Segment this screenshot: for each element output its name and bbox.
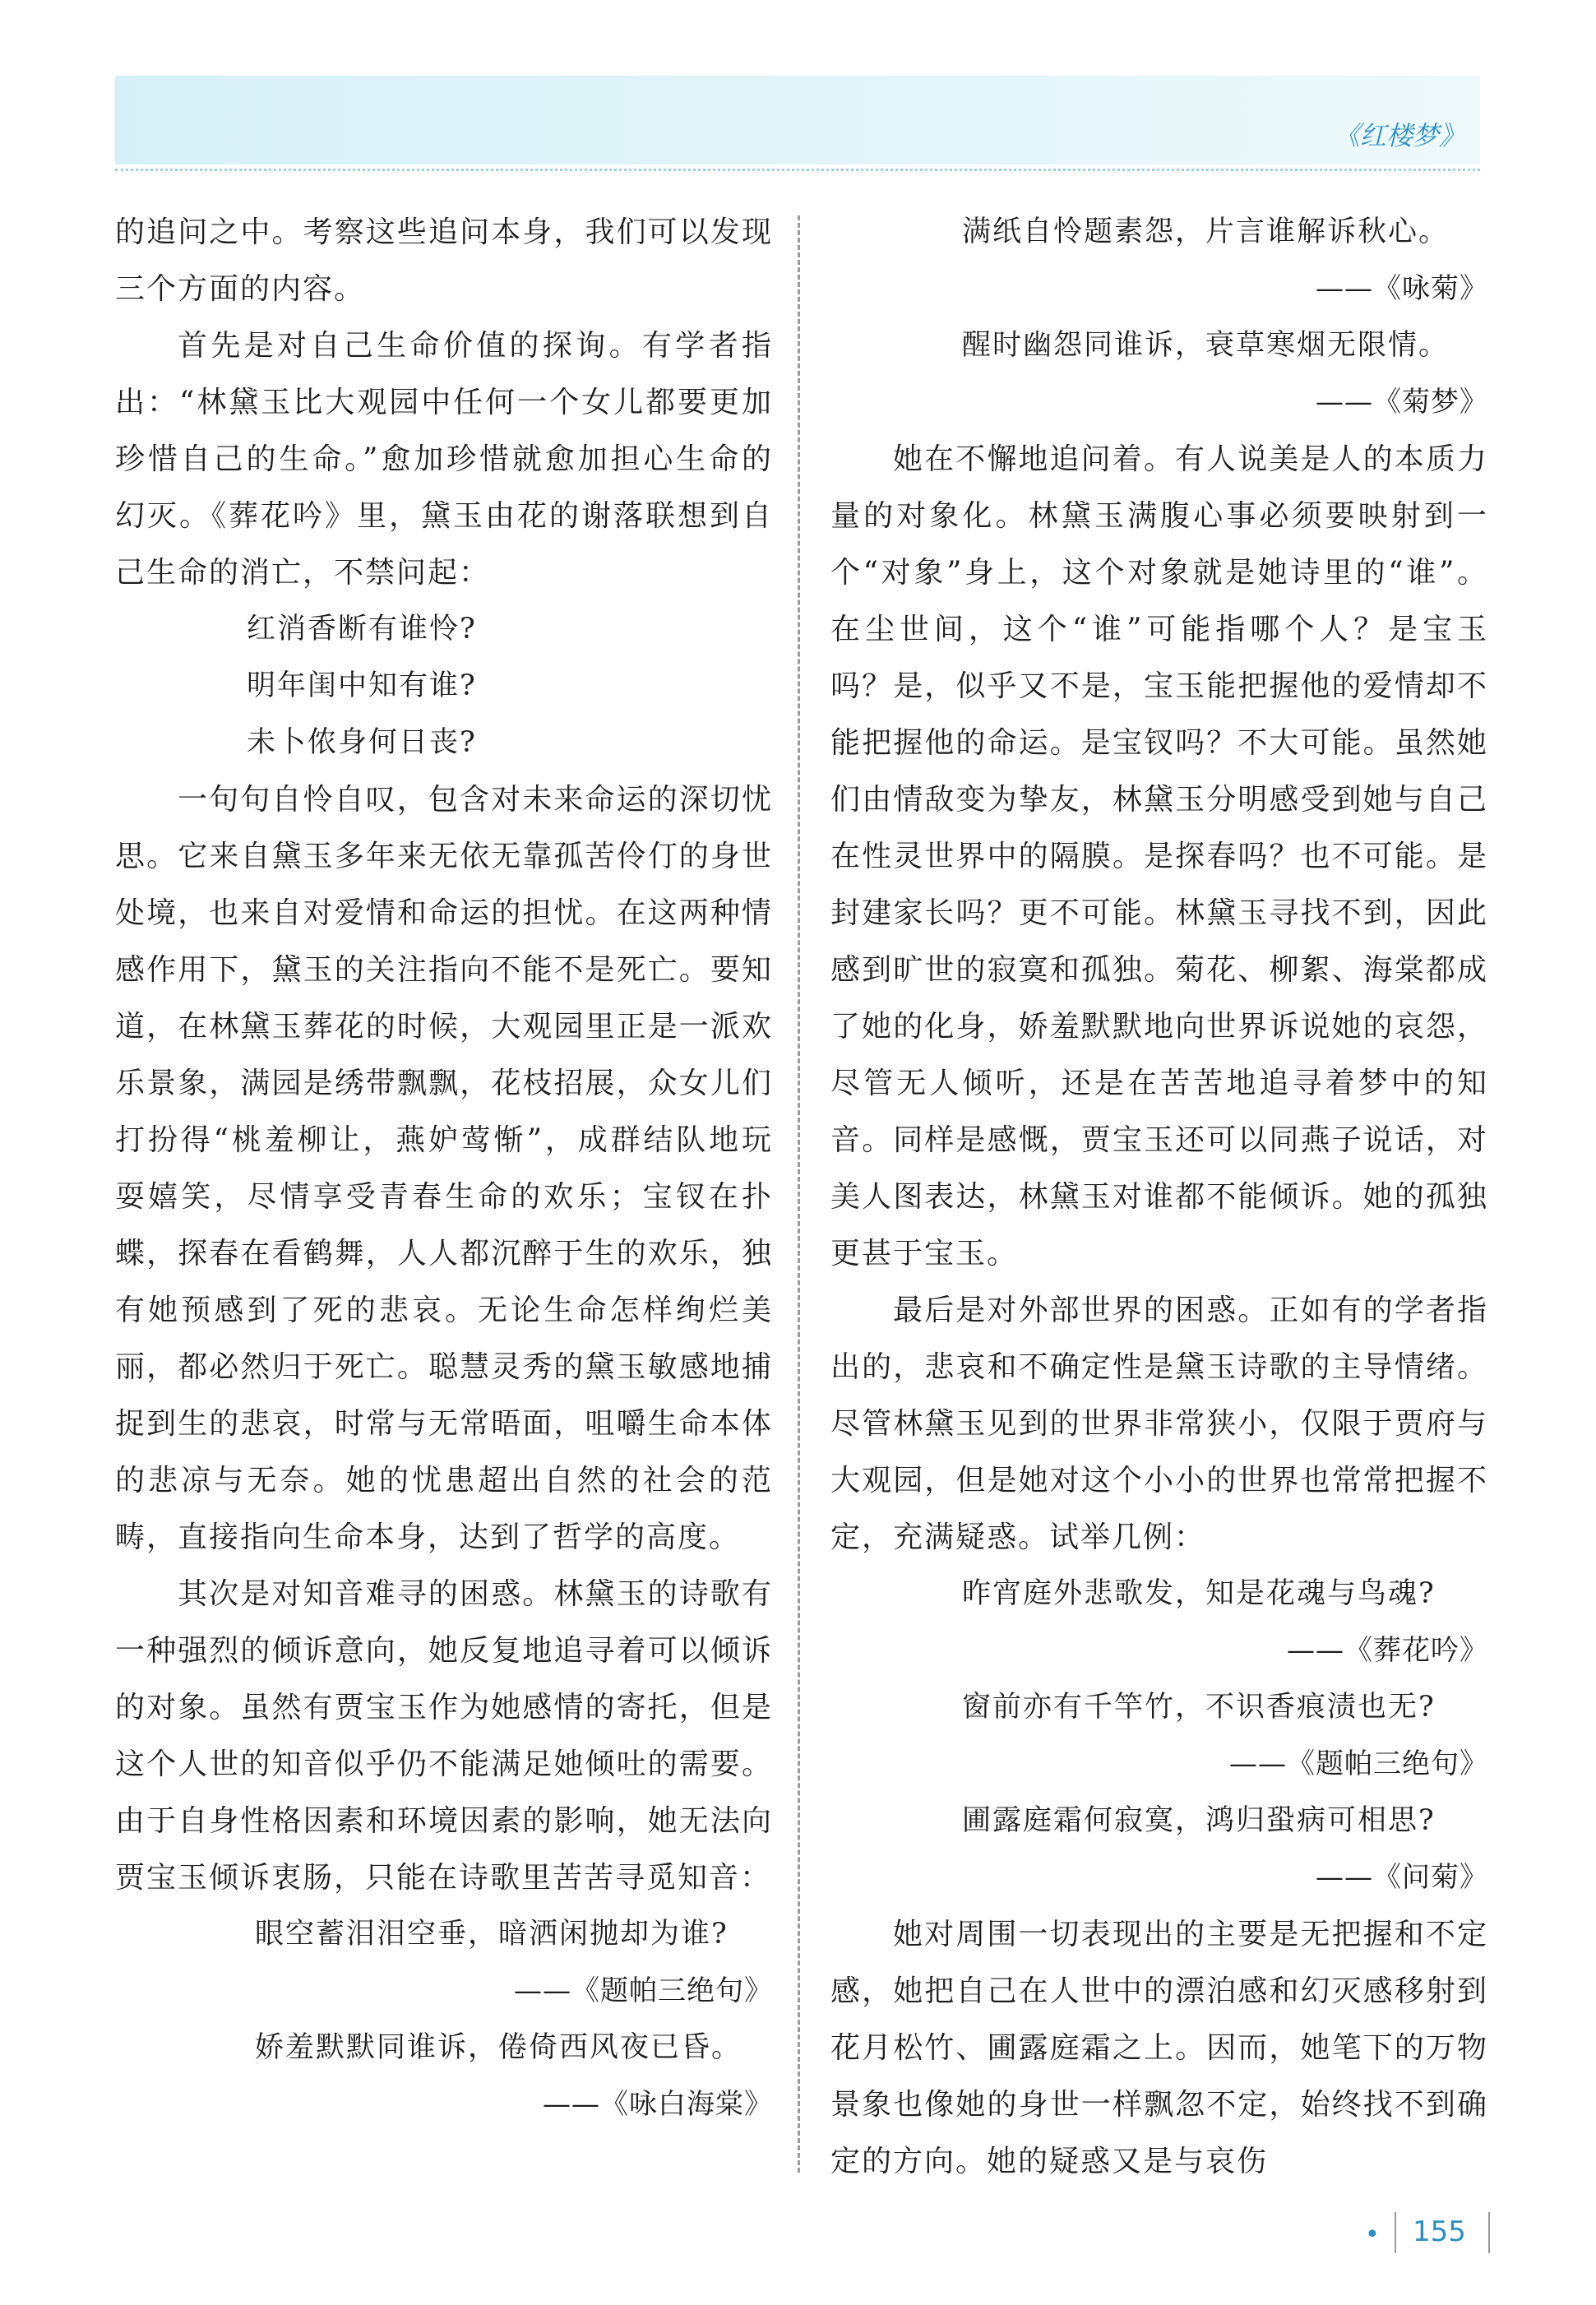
left-column xyxy=(115,204,773,2133)
poem-source: ——《问菊》 xyxy=(1316,1861,1488,1894)
footer-divider xyxy=(1488,2212,1490,2253)
poem-quote: 醒时幽怨同谁诉，衰草寒烟无限情。 xyxy=(962,329,1450,362)
footer-divider xyxy=(1395,2212,1396,2253)
poem-source: ——《题帕三绝句》 xyxy=(1229,1747,1488,1780)
page-number: 155 xyxy=(1413,2215,1466,2248)
poem-source: ——《咏白海棠》 xyxy=(543,2088,773,2121)
verse-line: 未卜侬身何日丧? xyxy=(247,726,477,759)
paragraph: 一句句自怜自叹，包含对未来命运的深切忧思。它来自黛玉多年来无依无靠孤苦伶仃的身世处境，也来自对爱情和命运的担忧。在这两种情感作用下，黛玉的关注指向不能不是死亡。要知道，在林黛玉葬花的时候，大观园里正是一派欢乐景象，满园是绣带飘飘，花枝招展，众女儿们打扮得“桃羞柳让，燕妒莺惭”，成群结队地玩耍嬉笑，尽情享受青春生命的欢乐；宝钗在扑蝶，探春在看鹤舞，人人都沉醉于生的欢乐，独有她预感到了死的悲哀。无论生命怎样绚烂美丽，都必然归于死亡。聪慧灵秀的黛玉敏感地捕捉到生的悲哀，时常与无常晤面，咀嚼生命本体的悲凉与无奈。她的忧患超出自然的社会的范畴，直接指向生命本身，达到了哲学的高度。 xyxy=(115,783,773,1554)
poem-source: ——《菊梦》 xyxy=(1316,386,1488,419)
verse-line: 红消香断有谁怜? xyxy=(247,613,477,646)
running-header-title: 《红楼梦》 xyxy=(1333,120,1465,151)
header-band xyxy=(115,76,1480,164)
paragraph: 的追问之中。考察这些追问本身，我们可以发现三个方面的内容。 xyxy=(115,215,773,306)
paragraph: 其次是对知音难寻的困惑。林黛玉的诗歌有一种强烈的倾诉意向，她反复地追寻着可以倾诉的对象。虽然有贾宝玉作为她感情的寄托，但是这个人世的知音似乎仍不能满足她倾吐的需要。由于自身性格因素和环境因素的影响，她无法向贾宝玉倾诉衷肠，只能在诗歌里苦苦寻觅知音： xyxy=(115,1577,773,1895)
paragraph: 她在不懈地追问着。有人说美是人的本质力量的对象化。林黛玉满腹心事必须要映射到一个“对象”身上，这个对象就是她诗里的“谁”。在尘世间，这个“谁”可能指哪个人？是宝玉吗？是，似乎又不是，宝玉能把握他的爱情却不能把握他的命运。是宝钗吗？不大可能。虽然她们由情敌变为挚友，林黛玉分明感受到她与自己在性灵世界中的隔膜。是探春吗？也不可能。是封建家长吗？更不可能。林黛玉寻找不到，因此感到旷世的寂寞和孤独。菊花、柳絮、海棠都成了她的化身，娇羞默默地向世界诉说她的哀怨，尽管无人倾听，还是在苦苦地追寻着梦中的知音。同样是感慨，贾宝玉还可以同燕子说话，对美人图表达，林黛玉对谁都不能倾诉。她的孤独更甚于宝玉。 xyxy=(830,442,1488,1271)
poem-quote: 圃露庭霜何寂寞，鸿归蛩病可相思? xyxy=(962,1804,1436,1837)
right-column xyxy=(830,204,1488,2190)
poem-quote: 眼空蓄泪泪空垂，暗洒闲抛却为谁? xyxy=(255,1918,729,1951)
poem-quote: 昨宵庭外悲歌发，知是花魂与鸟魂? xyxy=(962,1577,1436,1610)
paragraph: 最后是对外部世界的困惑。正如有的学者指出的，悲哀和不确定性是黛玉诗歌的主导情绪。尽管林黛玉见到的世界非常狭小，仅限于贾府与大观园，但是她对这个小小的世界也常常把握不定，充满疑惑。试举几例： xyxy=(830,1294,1488,1554)
poem-source: ——《咏菊》 xyxy=(1316,272,1488,305)
paragraph: 她对周围一切表现出的主要是无把握和不定感，她把自己在人世中的漂泊感和幻灭感移射到花月松竹、圃露庭霜之上。因而，她笔下的万物景象也像她的身世一样飘忽不定，始终找不到确定的方向。她的疑惑又是与哀伤 xyxy=(830,1918,1488,2178)
poem-quote: 满纸自怜题素怨，片言谁解诉秋心。 xyxy=(962,215,1450,248)
verse-line: 明年闺中知有谁? xyxy=(247,669,477,702)
page-footer xyxy=(1365,2212,1497,2261)
bullet-icon: • xyxy=(1365,2220,1380,2249)
column-divider xyxy=(798,215,800,2173)
paragraph: 首先是对自己生命价值的探询。有学者指出：“林黛玉比大观园中任何一个女儿都要更加珍惜自己的生命。”愈加珍惜就愈加担心生命的幻灭。《葬花吟》里，黛玉由花的谢落联想到自己生命的消亡，不禁问起： xyxy=(115,329,773,590)
poem-quote: 窗前亦有千竿竹，不识香痕渍也无? xyxy=(962,1691,1436,1724)
poem-source: ——《葬花吟》 xyxy=(1287,1634,1488,1667)
poem-source: ——《题帕三绝句》 xyxy=(514,1974,773,2007)
poem-quote: 娇羞默默同谁诉，倦倚西风夜已昏。 xyxy=(255,2031,742,2064)
header-dotted-rule xyxy=(115,169,1480,171)
